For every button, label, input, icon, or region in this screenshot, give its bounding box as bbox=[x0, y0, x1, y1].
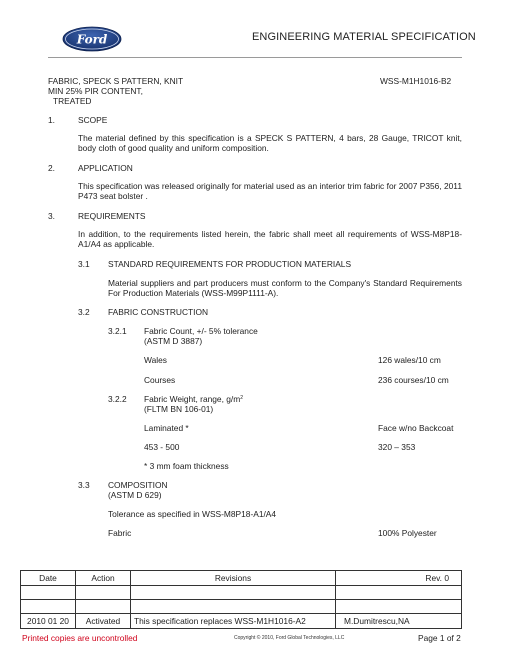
wales-value: 126 wales/10 cm bbox=[378, 355, 441, 365]
section-3-2-1-number: 3.2.1 bbox=[108, 326, 127, 336]
section-1-title: SCOPE bbox=[78, 115, 108, 125]
action-header: Action bbox=[76, 571, 131, 586]
wales-label: Wales bbox=[144, 355, 167, 365]
section-3-2-2-method: (FLTM BN 106-01) bbox=[144, 404, 214, 414]
revisions-header: Revisions bbox=[131, 571, 336, 586]
section-3-3-method: (ASTM D 629) bbox=[108, 490, 162, 500]
section-3-title: REQUIREMENTS bbox=[78, 211, 146, 221]
section-1-text: The material defined by this specification is a SPECK S PATTERN, 4 bars, 28 Gauge, TRICOT knit, body cloth of good quality and uniform composition. bbox=[78, 133, 462, 154]
table-row bbox=[21, 600, 462, 614]
section-3-3-title: COMPOSITION bbox=[108, 480, 168, 490]
section-3-text: In addition, to the requirements listed herein, the fabric shall meet all requirements of WSS-M8P18-A1/A4 as applicable. bbox=[78, 229, 462, 250]
fabric-label: Fabric bbox=[108, 528, 132, 538]
section-3-3-number: 3.3 bbox=[78, 480, 90, 490]
material-name-line-3: TREATED bbox=[53, 96, 92, 106]
backcoat-label: Face w/no Backcoat bbox=[378, 423, 454, 433]
section-3-1-title: STANDARD REQUIREMENTS FOR PRODUCTION MATERIALS bbox=[108, 259, 352, 269]
backcoat-range: 320 – 353 bbox=[378, 442, 416, 452]
revision-table bbox=[20, 570, 462, 629]
courses-label: Courses bbox=[144, 375, 176, 385]
date-header: Date bbox=[21, 571, 76, 586]
document-title: ENGINEERING MATERIAL SPECIFICATION bbox=[252, 31, 476, 43]
section-3-2-2-title: Fabric Weight, range, $g/m^2$ bbox=[144, 394, 243, 404]
composition-tolerance: Tolerance as specified in WSS-M8P18-A1/A4 bbox=[108, 509, 277, 519]
material-name-line-1: FABRIC, SPECK S PATTERN, KNIT bbox=[48, 76, 184, 86]
section-3-2-1-method: (ASTM D 3887) bbox=[144, 336, 203, 346]
courses-value: 236 courses/10 cm bbox=[378, 375, 449, 385]
header-divider bbox=[48, 57, 462, 58]
revision-header-row bbox=[21, 571, 462, 586]
revision-author: M.Dumitrescu,NA bbox=[336, 614, 462, 629]
section-2-title: APPLICATION bbox=[78, 163, 133, 173]
table-row bbox=[21, 614, 462, 629]
ford-logo bbox=[62, 26, 122, 52]
section-2-number: 2. bbox=[48, 163, 55, 173]
copyright-notice: Copyright © 2010, Ford Global Technologies, LLC bbox=[234, 635, 345, 641]
fabric-composition: 100% Polyester bbox=[378, 528, 437, 538]
superscript-2: 2 bbox=[240, 395, 243, 401]
section-3-number: 3. bbox=[48, 211, 55, 221]
section-3-2-1-title: Fabric Count, +/- 5% tolerance bbox=[144, 326, 258, 336]
section-1-number: 1. bbox=[48, 115, 55, 125]
uncontrolled-notice: Printed copies are uncontrolled bbox=[22, 633, 138, 643]
foam-note: * 3 mm foam thickness bbox=[144, 461, 229, 471]
table-row bbox=[21, 586, 462, 600]
ford-logo-text: Ford bbox=[76, 32, 108, 47]
material-name-line-2: MIN 25% PIR CONTENT, bbox=[48, 86, 143, 96]
section-3-2-number: 3.2 bbox=[78, 307, 90, 317]
section-3-1-text: Material suppliers and part producers must conform to the Company's Standard Requirements For Production Materials (WSS-M99P1111-A). bbox=[108, 278, 462, 299]
revision-text: This specification replaces WSS-M1H1016-A2 bbox=[131, 614, 336, 629]
laminated-label: Laminated * bbox=[144, 423, 189, 433]
section-3-2-2-number: 3.2.2 bbox=[108, 394, 127, 404]
section-2-text: This specification was released originally for material used as an interior trim fabric for 2007 P356, 2011 P473 seat bolster . bbox=[78, 181, 462, 202]
section-3-1-number: 3.1 bbox=[78, 259, 90, 269]
section-3-2-title: FABRIC CONSTRUCTION bbox=[108, 307, 209, 317]
revision-action: Activated bbox=[76, 614, 131, 629]
page-number: Page 1 of 2 bbox=[418, 633, 461, 643]
revision-date: 2010 01 20 bbox=[21, 614, 76, 629]
laminated-range: 453 - 500 bbox=[144, 442, 180, 452]
spec-number: WSS-M1H1016-B2 bbox=[380, 76, 452, 86]
rev-header: Rev. 0 bbox=[336, 571, 462, 586]
